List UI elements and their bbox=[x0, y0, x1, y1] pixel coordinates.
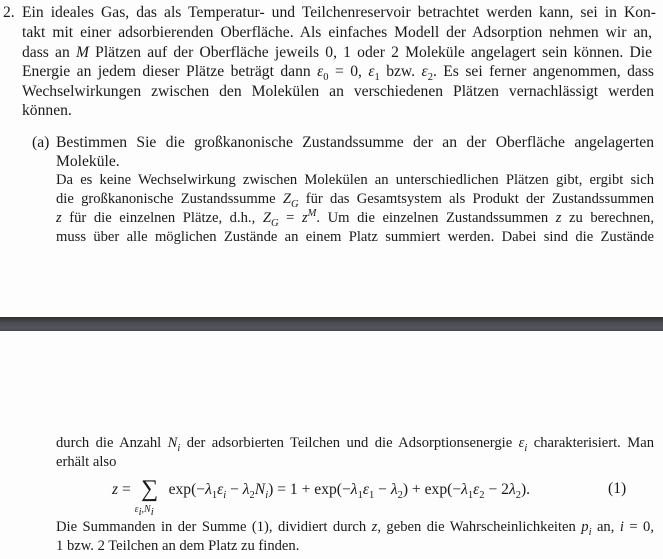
answer-line-4: muss über alle möglichen Zustände an einem Platz summiert werden. Dabei sind die Zustände bbox=[56, 229, 654, 245]
closing-line-1: Die Summanden in der Summe (1), dividiert durch z, geben die Wahrscheinlichkeiten $p_i$ an, i = 0, bbox=[56, 519, 654, 538]
answer-line-5: durch die Anzahl $N_i$ der adsorbierten Teilchen und die Adsorptionsenergie $\varepsilon_i$ charakterisiert. Man bbox=[56, 435, 654, 454]
closing-line-2: 1 bzw. 2 Teilchen an dem Platz zu finden. bbox=[56, 538, 300, 554]
intro-line-4: Energie an jedem dieser Plätze beträgt dann $\varepsilon_0 = 0$, $\varepsilon_1$ bzw. $\varepsilon_2$. Es sei ferner angenommen, dass bbox=[22, 63, 654, 84]
intro-line-5: Wechselwirkungen zwischen den Molekülen an verschiedenen Plätzen vernachlässigt werden bbox=[22, 83, 654, 100]
intro-line-3: dass an M Plätzen auf der Oberfläche jeweils 0, 1 oder 2 Moleküle angelagert sein können. Die bbox=[22, 44, 652, 61]
part-a-label: (a) bbox=[32, 134, 50, 151]
answer-line-2: die großkanonische Zustandssumme $Z_G$ für das Gesamtsystem als Produkt der Zustandssummen bbox=[56, 191, 655, 210]
answer-line-6: erhält also bbox=[56, 454, 117, 470]
part-a-question-2: Moleküle. bbox=[56, 153, 120, 170]
answer-line-3: z für die einzelnen Plätze, d.h., $Z_G = z^M$. Um die einzelnen Zustandssummen z zu berechnen, bbox=[56, 208, 654, 229]
page-separator bbox=[0, 317, 663, 331]
equation-1: z = ∑ $\varepsilon_i,N_i$ $\exp(-\lambda_1\varepsilon_i - \lambda_2N_i) = 1 + \exp(-\lambda_1\varepsilon_1 - \lambda_2) + \exp(-\lambda_1\varepsilon_2 - 2\lambda_2)$. bbox=[112, 476, 531, 518]
problem-number: 2. bbox=[3, 4, 15, 21]
intro-line-6: können. bbox=[22, 102, 72, 119]
intro-line-2: takt mit einer adsorbierenden Oberfläche. Als einfaches Modell der Adsorption nehmen wir an, bbox=[22, 24, 652, 41]
part-a-question-1: Bestimmen Sie die großkanonische Zustandssumme der an der Oberfläche angelagerten bbox=[56, 134, 654, 151]
equation-number: (1) bbox=[608, 480, 627, 497]
intro-line-1: Ein ideales Gas, das als Temperatur- und Teilchenreservoir betrachtet werden kann, sei in Kon- bbox=[22, 4, 656, 21]
answer-line-1: Da es keine Wechselwirkung zwischen Molekülen an unterschiedlichen Plätzen gibt, ergibt sich bbox=[56, 172, 654, 188]
sum-symbol: ∑ $\varepsilon_i,N_i$ bbox=[134, 476, 159, 518]
